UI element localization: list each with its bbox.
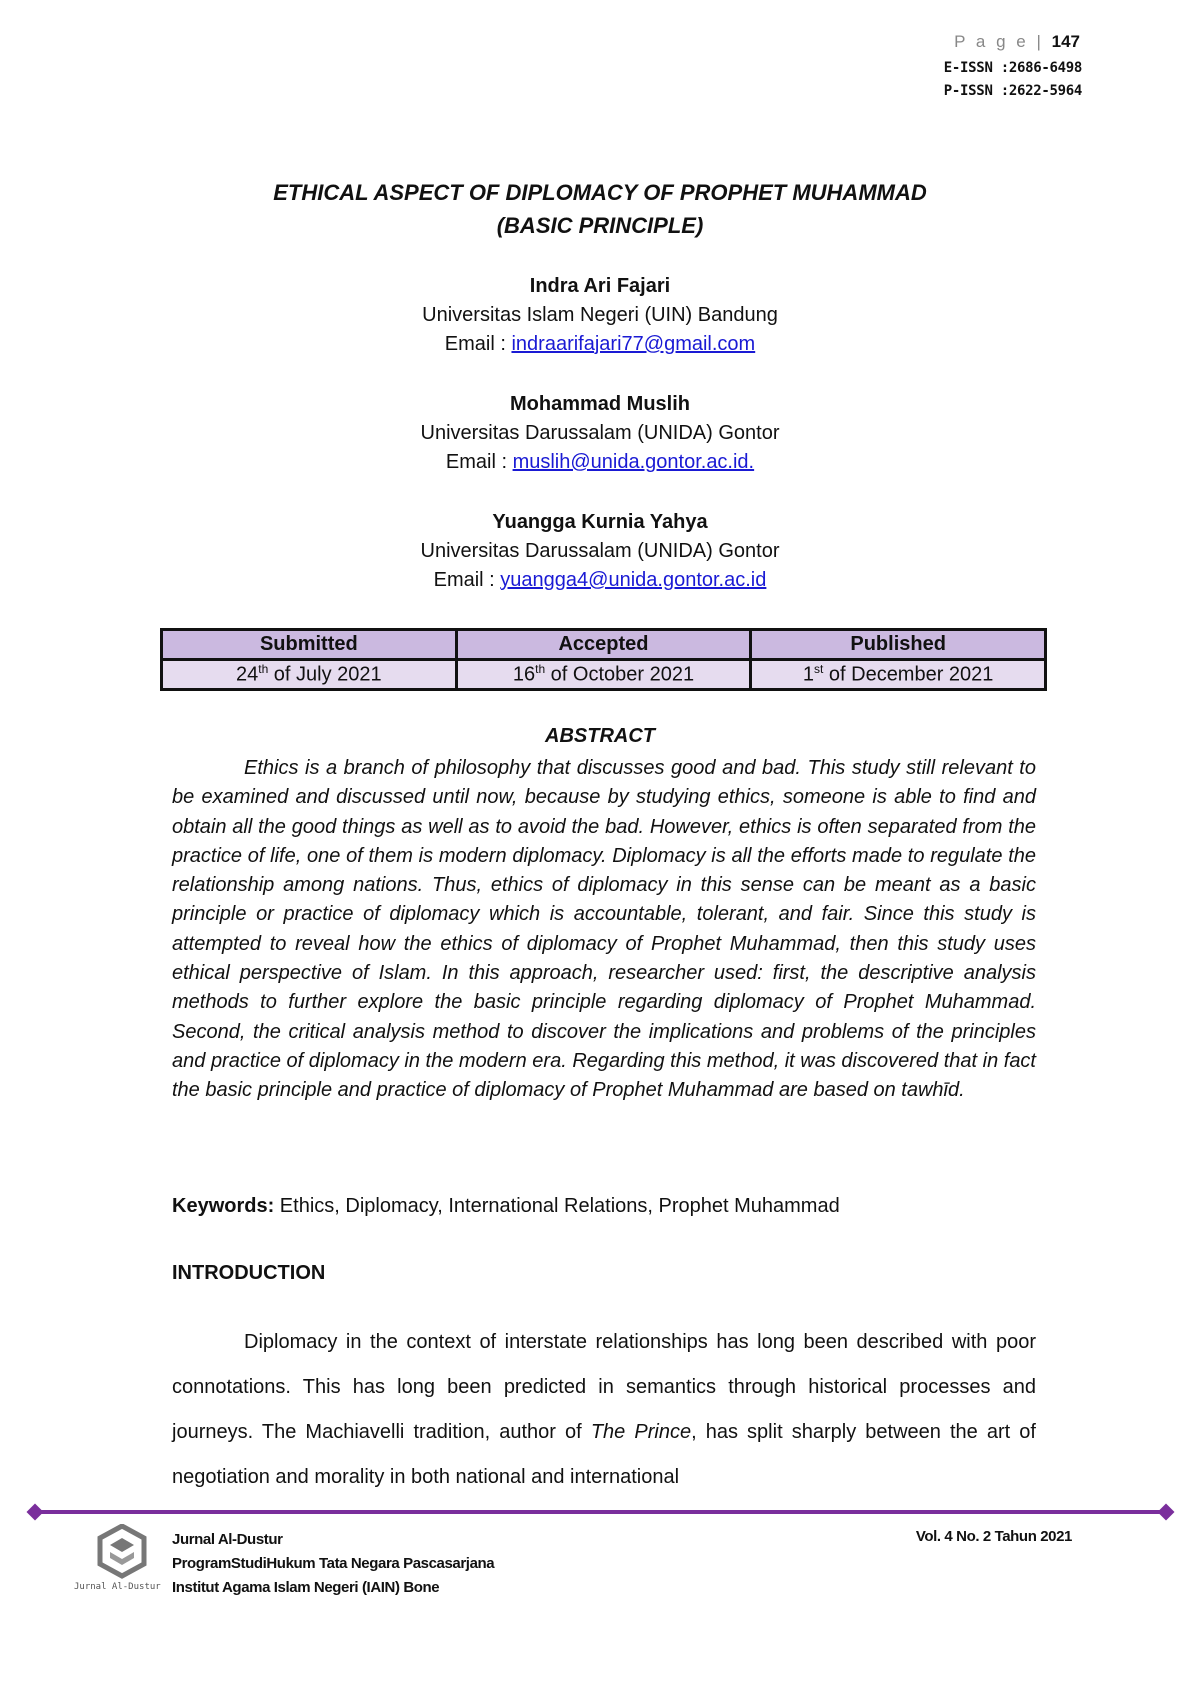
page-prefix: P a g e | xyxy=(954,32,1044,51)
author-email-link[interactable]: muslih@unida.gontor.ac.id. xyxy=(512,451,755,473)
author-1 xyxy=(0,272,1200,359)
dates-value-row xyxy=(162,660,1046,690)
date-suffix: th xyxy=(258,662,269,677)
email-label: Email : xyxy=(433,569,501,591)
author-name: Mohammad Muslih xyxy=(509,393,690,415)
keywords-text: Ethics, Diplomacy, International Relations, Prophet Muhammad xyxy=(274,1195,840,1217)
abstract-text: Ethics is a branch of philosophy that discusses good and bad. This study still relevant to be examined and discussed until now, because by studying ethics, someone is able to find and obtain all the good things as well as to avoid the bad. However, ethics is often separated from the practice of life, one of them is modern diplomacy. Diplomacy is all the efforts made to regulate the relationship among nations. Thus, ethics of diplomacy in this sense can be meant as a basic principle or practice of diplomacy which is accountable, tolerant, and fair. Since this study is attempted to reveal how the ethics of diplomacy of Prophet Muhammad, then this study uses ethical perspective of Islam. In this approach, researcher used: first, the descriptive analysis methods to further explore the basic principle regarding diplomacy of Prophet Muhammad. Second, the critical analysis method to discover the implications and problems of the principles and practice of diplomacy in the modern era. Regarding this method, it was discovered that in fact the basic principle and practice of diplomacy of Prophet Muhammad are based on tawhīd. xyxy=(172,757,1036,1102)
footer-program: ProgramStudiHukum Tata Negara Pascasarjana xyxy=(172,1555,495,1572)
title-line-2: (BASIC PRINCIPLE) xyxy=(496,213,704,238)
dates-header-row xyxy=(162,630,1046,660)
dates-table xyxy=(160,628,1047,691)
date-day: 24 xyxy=(235,663,259,686)
rule-diamond-left xyxy=(27,1504,44,1521)
intro-book-title: The Prince xyxy=(590,1421,692,1443)
introduction-text xyxy=(172,1320,1036,1500)
pissn: P-ISSN :2622-5964 xyxy=(943,83,1082,99)
intro-text-part: , has split sharply between the art of negotiation and morality in both national and international xyxy=(172,1421,1036,1488)
title-line-1: ETHICAL ASPECT OF DIPLOMACY OF PROPHET MUHAMMAD xyxy=(273,180,927,205)
header-published: Published xyxy=(751,630,1046,660)
header-accepted: Accepted xyxy=(456,630,751,660)
author-email-link[interactable]: yuangga4@unida.gontor.ac.id xyxy=(500,569,767,591)
footer-rule xyxy=(34,1510,1168,1514)
submitted-date xyxy=(162,660,457,690)
date-rest: of October 2021 xyxy=(545,663,695,686)
author-affiliation: Universitas Islam Negeri (UIN) Bandung xyxy=(422,304,778,326)
page-number-value: 147 xyxy=(1051,32,1080,51)
journal-logo-icon xyxy=(96,1524,148,1585)
footer-journal: Jurnal Al-Dustur xyxy=(172,1531,283,1548)
author-affiliation: Universitas Darussalam (UNIDA) Gontor xyxy=(420,540,780,562)
email-label: Email : xyxy=(445,451,513,473)
footer-volume: Vol. 4 No. 2 Tahun 2021 xyxy=(915,1528,1072,1545)
rule-diamond-right xyxy=(1158,1504,1175,1521)
email-label: Email : xyxy=(444,333,512,355)
date-rest: of July 2021 xyxy=(268,663,382,686)
author-affiliation: Universitas Darussalam (UNIDA) Gontor xyxy=(420,422,780,444)
eissn: E-ISSN :2686-6498 xyxy=(943,60,1082,76)
page-number xyxy=(954,32,1080,52)
published-date xyxy=(751,660,1046,690)
keywords-label: Keywords: xyxy=(172,1195,275,1217)
accepted-date xyxy=(456,660,751,690)
date-suffix: th xyxy=(535,662,546,677)
logo-caption: Jurnal Al-Dustur xyxy=(74,1582,161,1592)
date-day: 16 xyxy=(512,663,536,686)
header-submitted: Submitted xyxy=(162,630,457,660)
intro-text-part: Diplomacy in the context of interstate relationships has long been described with poor connotations. This has long been predicted in semantics through historical processes and journeys. The Machiavelli tradition, author of xyxy=(172,1331,1036,1443)
footer-journal-info xyxy=(172,1528,494,1600)
author-name: Yuangga Kurnia Yahya xyxy=(492,511,708,533)
date-suffix: st xyxy=(813,662,824,677)
paper-title xyxy=(0,176,1200,242)
date-rest: of December 2021 xyxy=(823,663,994,686)
author-name: Indra Ari Fajari xyxy=(529,275,671,297)
footer-institute: Institut Agama Islam Negeri (IAIN) Bone xyxy=(172,1579,440,1596)
author-email-link[interactable]: indraarifajari77@gmail.com xyxy=(511,333,756,355)
abstract-heading: ABSTRACT xyxy=(545,725,655,747)
author-3 xyxy=(0,508,1200,595)
author-2 xyxy=(0,390,1200,477)
date-day: 1 xyxy=(802,663,814,686)
introduction-heading: INTRODUCTION xyxy=(172,1262,326,1284)
keywords xyxy=(172,1195,840,1218)
